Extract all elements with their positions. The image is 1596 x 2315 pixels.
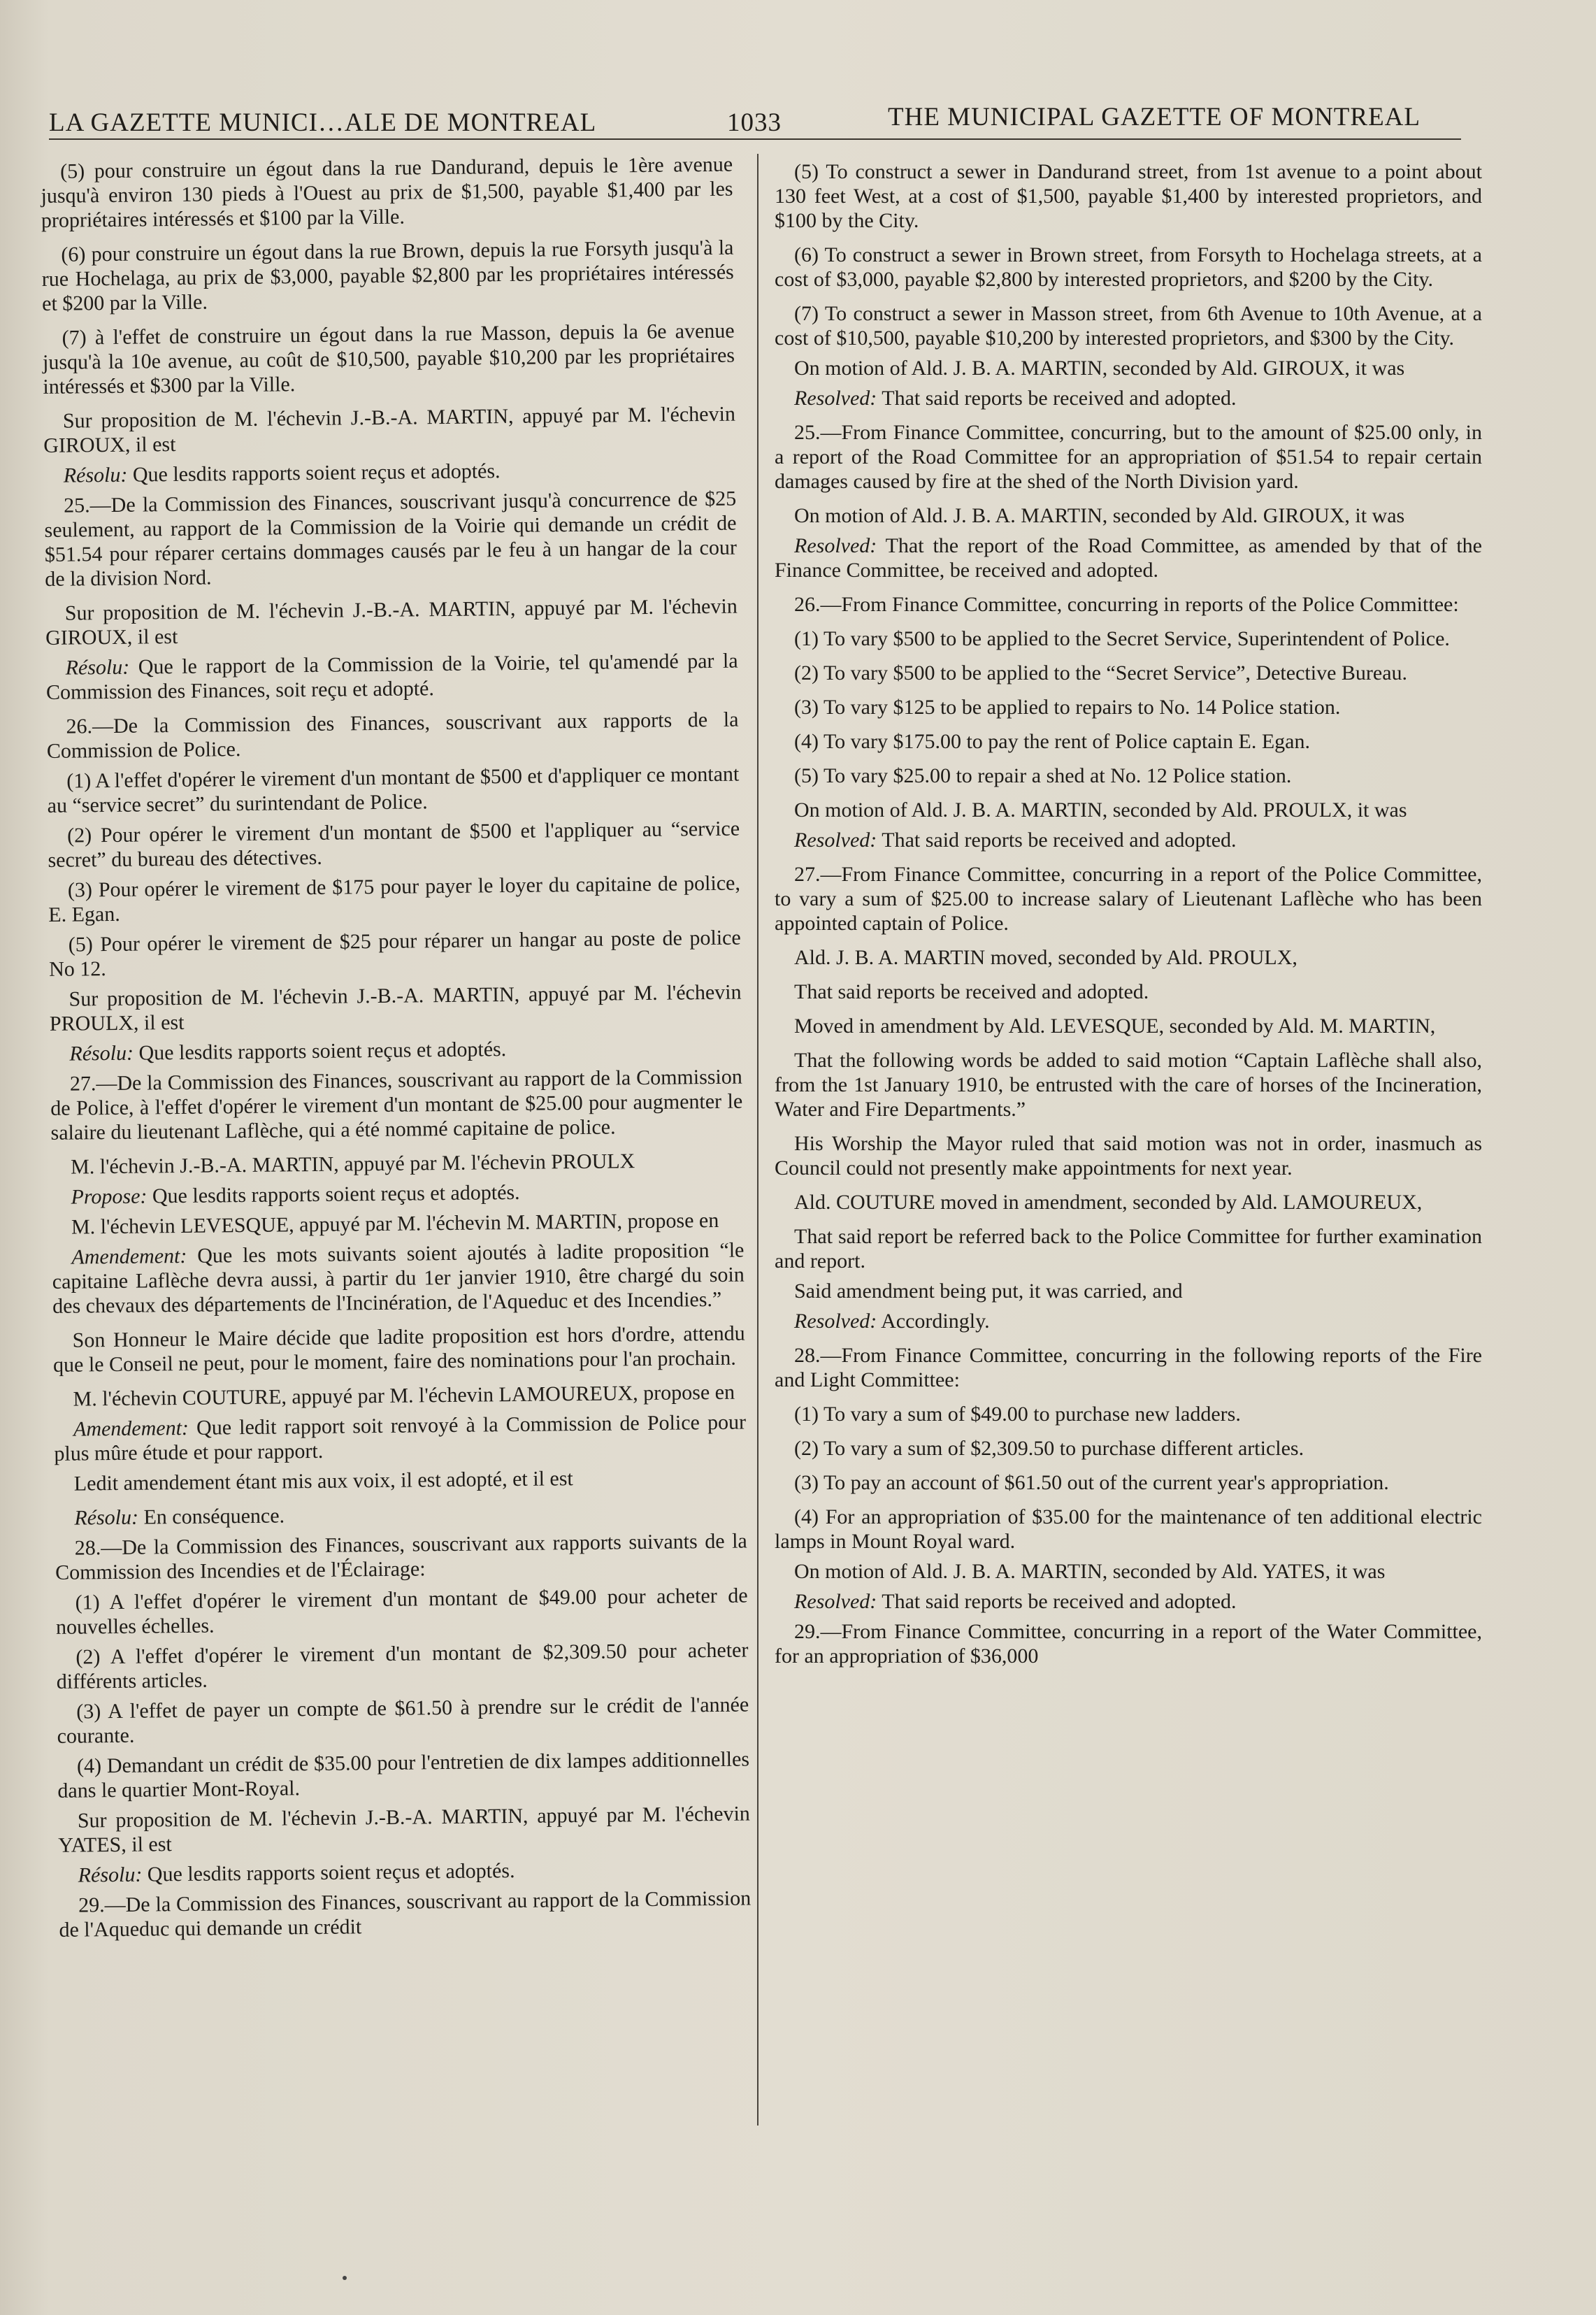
en-paragraph: 26.—From Finance Committee, concurring in reports of the Police Committee: [794,593,1459,616]
en-paragraph: 27.—From Finance Committee, concurring in a report of the Police Committee, to vary a sum of $25.00 to increase salary of Lieutenant Laflèche who has been appointed captain of Police. [775,863,1482,935]
fr-paragraph: (3) A l'effet de payer un compte de $61.50 à prendre sur le crédit de l'année courante. [57,1693,749,1748]
en-paragraph: Resolved: That said reports be received and adopted. [794,387,1237,410]
en-paragraph: Resolved: Accordingly. [794,1310,990,1333]
en-paragraph: 25.—From Finance Committee, concurring, but to the amount of $25.00 only, in a report of the Road Committee for an appropriation of $51.54 to repair certain damages caused by fire at the shed of the North Division yard. [775,421,1482,493]
fr-paragraph: (2) Pour opérer le virement d'un montant de $500 et l'appliquer au “service secret” du bureau des détectives. [48,817,740,872]
en-paragraph: His Worship the Mayor ruled that said motion was not in order, inasmuch as Council could not presently make appointments for next year. [775,1132,1482,1180]
fr-paragraph: (5) pour construire un égout dans la rue Dandurand, depuis le 1ère avenue jusqu'à environ 130 pieds à l'Ouest au prix de $1,500, payable $1,400 par les propriétaires intéressés et $100 par la Ville. [41,152,733,232]
en-paragraph: Moved in amendment by Ald. LEVESQUE, seconded by Ald. M. MARTIN, [794,1015,1436,1038]
fr-paragraph: (4) Demandant un crédit de $35.00 pour l'entretien de dix lampes additionnelles dans le quartier Mont-Royal. [57,1747,750,1802]
fr-paragraph: Résolu: Que lesdits rapports soient reçus et adoptés. [78,1859,515,1887]
print-speck [343,2276,347,2280]
resolution-keyword: Résolu: [63,463,128,487]
fr-paragraph: Sur proposition de M. l'échevin J.-B.-A. MARTIN, appuyé par M. l'échevin GIROUX, il est [45,594,738,650]
fr-paragraph: M. l'échevin COUTURE, appuyé par M. l'échevin LAMOUREUX, propose en [73,1380,735,1411]
en-paragraph: That the following words be added to said motion “Captain Laflèche shall also, from the 1st January 1910, be entrusted with the care of horses of the Incineration, Water and Fire Departments.” [775,1049,1482,1121]
en-paragraph: Resolved: That said reports be received and adopted. [794,829,1237,852]
fr-paragraph: Résolu: Que le rapport de la Commission de la Voirie, tel qu'amendé par la Commission des Finances, soit reçu et adopté. [45,649,738,704]
en-paragraph: On motion of Ald. J. B. A. MARTIN, seconded by Ald. PROULX, it was [794,798,1407,822]
fr-paragraph: 28.—De la Commission des Finances, souscrivant aux rapports suivants de la Commission des Incendies et de l'Éclairage: [55,1529,747,1584]
en-paragraph: Ald. J. B. A. MARTIN moved, seconded by Ald. PROULX, [794,946,1297,969]
en-paragraph: (7) To construct a sewer in Masson street, from 6th Avenue to 10th Avenue, at a cost of $10,500, payable $10,200 by interested proprietors, and $300 by the City. [775,302,1482,350]
en-paragraph: That said reports be received and adopted. [794,980,1149,1003]
en-paragraph: 28.—From Finance Committee, concurring in the following reports of the Fire and Light Committee: [775,1344,1482,1391]
fr-paragraph: Sur proposition de M. l'échevin J.-B.-A. MARTIN, appuyé par M. l'échevin GIROUX, il est [43,402,736,457]
resolution-keyword: Resolved: [794,387,877,410]
column-divider [757,154,759,2126]
en-paragraph: That said report be referred back to the Police Committee for further examination and report. [775,1225,1482,1273]
fr-paragraph: 26.—De la Commission des Finances, souscrivant aux rapports de la Commission de Police. [46,708,739,763]
resolution-keyword: Resolved: [794,534,877,557]
page-number: 1033 [727,108,782,137]
fr-paragraph: (3) Pour opérer le virement de $175 pour payer le loyer du capitaine de police, E. Egan. [48,871,741,926]
en-paragraph: (5) To construct a sewer in Dandurand street, from 1st avenue to a point about 130 feet West, at a cost of $1,500, payable $1,400 by interested proprietors, and $100 by the City. [775,160,1482,232]
fr-paragraph: Amendement: Que les mots suivants soient ajoutés à ladite proposition “le capitaine Laflèche devra aussi, à partir du 1er janvier 1910, être chargé du soin des chevaux des départements de l'Incinération, de l'Aqueduc et des Incendies.” [52,1238,745,1318]
fr-paragraph: Résolu: Que lesdits rapports soient reçus et adoptés. [69,1038,507,1066]
en-paragraph: (3) To pay an account of $61.50 out of the current year's appropriation. [794,1471,1389,1494]
en-paragraph: (1) To vary a sum of $49.00 to purchase new ladders. [794,1403,1241,1426]
en-paragraph: On motion of Ald. J. B. A. MARTIN, seconded by Ald. GIROUX, it was [794,357,1405,380]
fr-paragraph: 27.—De la Commission des Finances, souscrivant au rapport de la Commission de Police, à l'effet d'opérer le virement d'un montant de $25.00 pour augmenter le salaire du lieutenant Laflèche, qui a été nommé capitaine de police. [50,1065,743,1145]
resolution-keyword: Resolved: [794,829,877,852]
resolution-keyword: Résolu: [69,1041,134,1066]
fr-paragraph: M. l'échevin LEVESQUE, appuyé par M. l'échevin M. MARTIN, propose en [71,1208,719,1239]
resolution-keyword: Amendement: [71,1244,187,1269]
resolution-keyword: Résolu: [65,655,130,680]
fr-paragraph: (2) A l'effet d'opérer le virement d'un montant de $2,309.50 pour acheter différents articles. [56,1638,749,1693]
resolution-keyword: Resolved: [794,1590,877,1613]
fr-paragraph: M. l'échevin J.-B.-A. MARTIN, appuyé par M. l'échevin PROULX [70,1149,635,1179]
resolution-keyword: Amendement: [73,1416,189,1441]
en-paragraph: (2) To vary $500 to be applied to the “Secret Service”, Detective Bureau. [794,661,1408,685]
fr-paragraph: (6) pour construire un égout dans la rue Brown, depuis la rue Forsyth jusqu'à la rue Hochelaga, au prix de $3,000, payable $2,800 par les propriétaires intéressés et $200 par la Ville. [41,236,734,315]
fr-paragraph: Sur proposition de M. l'échevin J.-B.-A. MARTIN, appuyé par M. l'échevin PROULX, il est [49,980,742,1035]
en-paragraph: Resolved: That said reports be received and adopted. [794,1590,1237,1613]
page-header [49,98,1461,140]
resolution-keyword: Résolu: [74,1505,139,1530]
en-paragraph: Resolved: That the report of the Road Committee, as amended by that of the Finance Committee, be received and adopted. [775,534,1482,582]
fr-paragraph: 29.—De la Commission des Finances, souscrivant au rapport de la Commission de l'Aqueduc qui demande un crédit [59,1886,752,1942]
fr-paragraph: Son Honneur le Maire décide que ladite proposition est hors d'ordre, attendu que le Conseil ne peut, pour le moment, faire des nominations pour l'an prochain. [52,1321,745,1377]
en-paragraph: On motion of Ald. J. B. A. MARTIN, seconded by Ald. GIROUX, it was [794,504,1405,527]
french-column [41,152,752,1948]
en-paragraph: On motion of Ald. J. B. A. MARTIN, seconded by Ald. YATES, it was [794,1560,1386,1583]
header-english-title: THE MUNICIPAL GAZETTE OF MONTREAL [888,103,1421,131]
resolution-keyword: Résolu: [78,1863,143,1887]
fr-paragraph: (7) à l'effet de construire un égout dans la rue Masson, depuis la 6e avenue jusqu'à la 10e avenue, au coût de $10,500, payable $10,200 par les propriétaires intéressés et $300 par la Ville. [42,319,735,399]
fr-paragraph: Résolu: En conséquence. [74,1504,285,1530]
en-paragraph: (3) To vary $125 to be applied to repairs to No. 14 Police station. [794,696,1341,719]
fr-paragraph: (5) Pour opérer le virement de $25 pour réparer un hangar au poste de police No 12. [48,926,741,981]
en-paragraph: (4) To vary $175.00 to pay the rent of Police captain E. Egan. [794,730,1310,753]
resolution-keyword: Propose: [71,1184,148,1209]
en-paragraph: 29.—From Finance Committee, concurring in a report of the Water Committee, for an appropriation of $36,000 [775,1620,1482,1668]
fr-paragraph: Résolu: Que lesdits rapports soient reçus et adoptés. [63,459,501,487]
en-paragraph: (5) To vary $25.00 to repair a shed at No. 12 Police station. [794,764,1292,787]
en-paragraph: (1) To vary $500 to be applied to the Secret Service, Superintendent of Police. [794,627,1450,650]
en-paragraph: Said amendment being put, it was carried, and [794,1280,1183,1303]
resolution-keyword: Resolved: [794,1310,877,1333]
header-rule [49,138,1461,140]
en-paragraph: (6) To construct a sewer in Brown street, from Forsyth to Hochelaga streets, at a cost of $3,000, payable $2,800 by interested proprietors, and $200 by the City. [775,243,1482,291]
english-column [775,159,1482,1674]
header-french-title: LA GAZETTE MUNICI…ALE DE MONTREAL [49,108,597,137]
fr-paragraph: (1) A l'effet d'opérer le virement d'un montant de $49.00 pour acheter de nouvelles échelles. [55,1584,748,1639]
fr-paragraph: Amendement: Que ledit rapport soit renvoyé à la Commission de Police pour plus mûre étude et pour rapport. [54,1410,747,1465]
fr-paragraph: (1) A l'effet d'opérer le virement d'un montant de $500 et d'appliquer ce montant au “service secret” du surintendant de Police. [47,762,740,817]
fr-paragraph: Propose: Que lesdits rapports soient reçus et adoptés. [71,1180,520,1209]
en-paragraph: (4) For an appropriation of $35.00 for the maintenance of ten additional electric lamps in Mount Royal ward. [775,1505,1482,1553]
en-paragraph: Ald. COUTURE moved in amendment, seconded by Ald. LAMOUREUX, [794,1191,1423,1214]
fr-paragraph: Sur proposition de M. l'échevin J.-B.-A. MARTIN, appuyé par M. l'échevin YATES, il est [58,1802,751,1857]
fr-paragraph: Ledit amendement étant mis aux voix, il est adopté, et il est [73,1467,573,1496]
en-paragraph: (2) To vary a sum of $2,309.50 to purchase different articles. [794,1437,1304,1460]
fr-paragraph: 25.—De la Commission des Finances, souscrivant jusqu'à concurrence de $25 seulement, au rapport de la Commission de la Voirie qui demande un crédit de $51.54 pour réparer certains dommages causés par le feu à un hangar de la cour de la division Nord. [44,487,738,591]
